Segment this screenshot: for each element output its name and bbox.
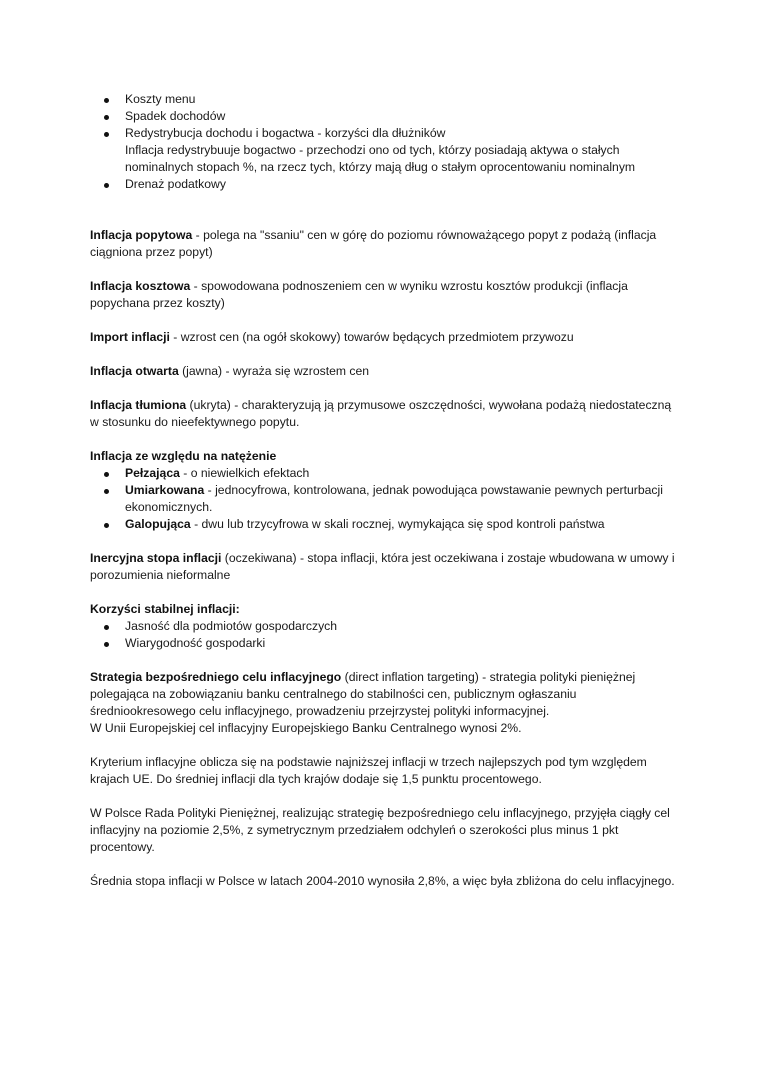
list-item: Galopująca - dwu lub trzycyfrowa w skali rocznej, wymykająca się spod kontroli państwa xyxy=(90,516,680,533)
list-item: Jasność dla podmiotów gospodarczych xyxy=(90,618,680,635)
paragraph-inercyjna: Inercyjna stopa inflacji (oczekiwana) - stopa inflacji, która jest oczekiwana i zostaje wbudowana w umowy i porozumienia nieformalne xyxy=(90,551,675,582)
paragraph-otwarta: Inflacja otwarta (jawna) - wyraża się wzrostem cen xyxy=(90,364,370,378)
effects-list xyxy=(90,91,680,142)
list-item: Drenaż podatkowy xyxy=(90,176,680,193)
document-page xyxy=(90,91,680,907)
paragraph-polska: W Polsce Rada Polityki Pieniężnej, realizując strategię bezpośredniego celu inflacyjnego, przyjęła ciągły cel inflacyjny na poziomie 2,5%, z symetrycznym przedziałem odchyleń o szerokości plus minus 1 pkt procentowy. xyxy=(90,806,670,854)
natezenie-list xyxy=(90,465,680,533)
list-item: Spadek dochodów xyxy=(90,108,680,125)
term: Strategia bezpośredniego celu inflacyjnego xyxy=(90,670,342,684)
section-natezenie xyxy=(90,448,680,533)
paragraph-popytowa: Inflacja popytowa - polega na "ssaniu" cen w górę do poziomu równoważącego popyt z podażą (inflacja ciągniona przez popyt) xyxy=(90,228,657,259)
list-item: Wiarygodność gospodarki xyxy=(90,635,680,652)
list-item: Pełzająca - o niewielkich efektach xyxy=(90,465,680,482)
term: Inflacja kosztowa xyxy=(90,279,191,293)
korzysci-list xyxy=(90,618,680,652)
list-item: Umiarkowana - jednocyfrowa, kontrolowana, jednak powodująca powstawanie pewnych perturbacji ekonomicznych. xyxy=(90,482,680,516)
section-korzysci xyxy=(90,601,680,652)
paragraph-strategia: Strategia bezpośredniego celu inflacyjnego (direct inflation targeting) - strategia polityki pieniężnej polegająca na zobowiązaniu banku centralnego do stabilności cen, publicznym ogłaszaniu średniookresowego celu inflacyjnego, prowadzeniu przejrzystej polityki informacyjnej. W Unii Europejskiej cel inflacyjny Europejskiego Banku Centralnego wynosi 2%. xyxy=(90,669,680,737)
effects-list-cont xyxy=(90,176,680,193)
term: Inercyjna stopa inflacji xyxy=(90,551,222,565)
section-heading: Korzyści stabilnej inflacji: xyxy=(90,602,240,616)
list-item: Koszty menu xyxy=(90,91,680,108)
term: Inflacja tłumiona xyxy=(90,398,187,412)
section-heading: Inflacja ze względu na natężenie xyxy=(90,449,277,463)
term: Import inflacji xyxy=(90,330,170,344)
paragraph-kosztowa: Inflacja kosztowa - spowodowana podnoszeniem cen w wyniku wzrostu kosztów produkcji (inflacja popychana przez koszty) xyxy=(90,279,628,310)
list-item-continuation: Inflacja redystrybuuje bogactwo - przechodzi ono od tych, którzy posiadają aktywa o stałych nominalnych stopach %, na rzecz tych, którzy mają dług o stałym oprocentowaniu nominalnym xyxy=(125,143,636,174)
list-item: Redystrybucja dochodu i bogactwa - korzyści dla dłużników xyxy=(90,125,680,142)
paragraph-tlumiona: Inflacja tłumiona (ukryta) - charakteryzują ją przymusowe oszczędności, wywołana podażą niedostateczną w stosunku do nieefektywnego popytu. xyxy=(90,398,672,429)
paragraph-import: Import inflacji - wzrost cen (na ogół skokowy) towarów będących przedmiotem przywozu xyxy=(90,330,574,344)
term: Inflacja otwarta xyxy=(90,364,179,378)
paragraph-line: W Unii Europejskiej cel inflacyjny Europejskiego Banku Centralnego wynosi 2%. xyxy=(90,721,522,735)
paragraph-srednia: Średnia stopa inflacji w Polsce w latach 2004-2010 wynosiła 2,8%, a więc była zbliżona do celu inflacyjnego. xyxy=(90,874,675,888)
term: Inflacja popytowa xyxy=(90,228,193,242)
paragraph-kryterium: Kryterium inflacyjne oblicza się na podstawie najniższej inflacji w trzech najlepszych pod tym względem krajach UE. Do średniej inflacji dla tych krajów dodaje się 1,5 punktu procentowego. xyxy=(90,755,647,786)
